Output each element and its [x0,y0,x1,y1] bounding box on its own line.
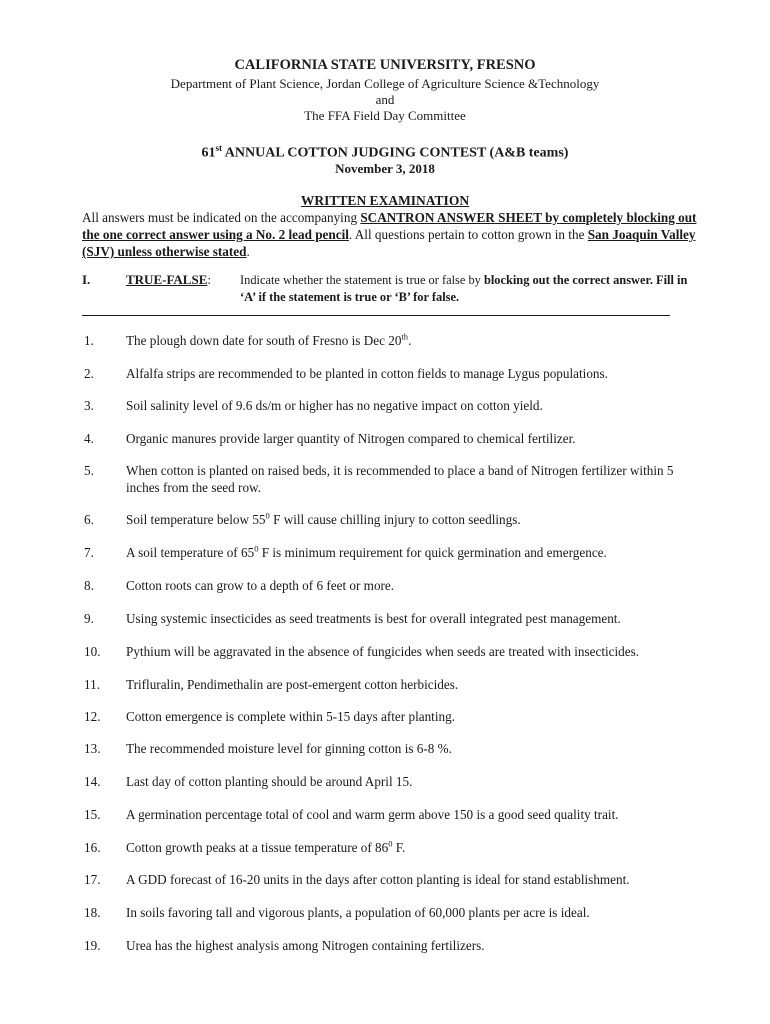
question-number: 12. [84,709,101,724]
question-number: 7. [84,545,94,560]
question-text [126,839,696,856]
question-text-main: A soil temperature of 65 [126,545,255,560]
question-superscript: 0 [254,543,259,554]
instr-scantron: SCANTRON ANSWER SHEET by completely blocking out the one correct answer using a No. 2 lead pencil [82,210,697,242]
question-text [126,643,696,660]
question-text-main: In soils favoring tall and vigorous plants, a population of 60,000 plants per acre is ideal. [126,905,590,920]
question-text-main: Cotton emergence is complete within 5-15 days after planting. [126,709,455,724]
question-text [126,871,696,888]
question-number: 5. [84,463,94,478]
question-text-main: Soil temperature below 55 [126,512,266,527]
question-text-main: A GDD forecast of 16-20 units in the days after cotton planting is ideal for stand establishment. [126,872,630,887]
section-text-b: blocking out the correct answer. Fill in ‘A’ if the statement is true or ‘B’ for false. [240,273,688,304]
question-text-main: When cotton is planted on raised beds, it is recommended to place a band of Nitrogen fertilizer within 5 inches from the seed row. [126,463,674,495]
question-text [126,708,696,725]
question-text [126,773,696,790]
question-text [126,462,696,496]
question-text-main: Cotton growth peaks at a tissue temperature of 86 [126,840,389,855]
question-text [126,511,696,528]
question-number: 1. [84,333,94,348]
question-number: 14. [84,774,101,789]
question-superscript: th [401,331,409,342]
exam-heading: WRITTEN EXAMINATION [300,193,470,208]
question-text-main: Last day of cotton planting should be around April 15. [126,774,413,789]
question-text-rest: F is minimum requirement for quick germination and emergence. [258,545,607,560]
department-line: Department of Plant Science, Jordan College of Agriculture Science &Technology [170,76,600,91]
question-text [126,544,696,561]
question-text [126,676,696,693]
question-text [126,365,696,382]
question-superscript: 0 [265,510,270,521]
section-number: I. [82,272,91,287]
contest-ordinal: 61 [201,145,216,161]
question-text-main: The recommended moisture level for ginning cotton is 6-8 %. [126,741,452,756]
question-number: 19. [84,938,101,953]
question-number: 13. [84,741,101,756]
instr-part-a: All answers must be indicated on the accompanying [82,210,361,225]
question-number: 4. [84,431,94,446]
question-text-main: Urea has the highest analysis among Nitrogen containing fertilizers. [126,938,485,953]
question-text-rest: . [408,333,412,348]
question-text [126,577,696,594]
section-label-colon: : [207,272,212,287]
question-superscript: 0 [388,838,393,849]
question-number: 15. [84,807,101,822]
section-label [126,272,211,288]
question-number: 8. [84,578,94,593]
question-text [126,397,696,414]
committee-line: The FFA Field Day Committee [304,108,466,123]
question-text-rest: F will cause chilling injury to cotton seedlings. [269,512,521,527]
section-label-text: TRUE-FALSE [126,272,208,287]
question-text [126,430,696,447]
question-text [126,904,696,921]
instr-sjv: San Joaquin Valley (SJV) unless otherwise stated [82,227,696,259]
question-text-rest: F. [392,840,406,855]
question-text [126,806,696,823]
question-text-main: The plough down date for south of Fresno is Dec 20 [126,333,402,348]
question-number: 9. [84,611,94,626]
question-number: 16. [84,840,101,855]
question-number: 11. [84,677,100,692]
contest-title [0,143,770,162]
section-instructions [240,272,700,306]
section-divider [82,315,670,316]
question-text [126,937,696,954]
university-title: CALIFORNIA STATE UNIVERSITY, FRESNO [234,57,536,73]
question-number: 18. [84,905,101,920]
question-text [126,610,696,627]
question-text-main: Using systemic insecticides as seed treatments is best for overall integrated pest management. [126,611,621,626]
question-text-main: Pythium will be aggravated in the absence of fungicides when seeds are treated with insecticides. [126,644,640,659]
question-text-main: Soil salinity level of 9.6 ds/m or higher has no negative impact on cotton yield. [126,398,543,413]
instr-part-e: . [246,244,250,259]
and-line: and [375,92,395,107]
question-number: 6. [84,512,94,527]
question-text-main: Trifluralin, Pendimethalin are post-emergent cotton herbicides. [126,677,459,692]
contest-ordinal-suffix: st [215,143,223,153]
question-number: 17. [84,872,101,887]
exam-instructions [82,209,702,260]
question-text-main: Alfalfa strips are recommended to be planted in cotton fields to manage Lygus populations. [126,366,608,381]
question-number: 3. [84,398,94,413]
question-number: 10. [84,644,101,659]
question-number: 2. [84,366,94,381]
question-text [126,332,696,349]
question-text-main: Organic manures provide larger quantity of Nitrogen compared to chemical fertilizer. [126,431,576,446]
instr-part-c: . All questions pertain to cotton grown in the [348,227,588,242]
question-text-main: Cotton roots can grow to a depth of 6 feet or more. [126,578,395,593]
question-text [126,740,696,757]
section-text-a: Indicate whether the statement is true or false by [240,273,484,287]
question-text-main: A germination percentage total of cool and warm germ above 150 is a good seed quality trait. [126,807,619,822]
contest-title-rest: ANNUAL COTTON JUDGING CONTEST (A&B teams) [222,145,569,161]
contest-date: November 3, 2018 [335,161,435,176]
